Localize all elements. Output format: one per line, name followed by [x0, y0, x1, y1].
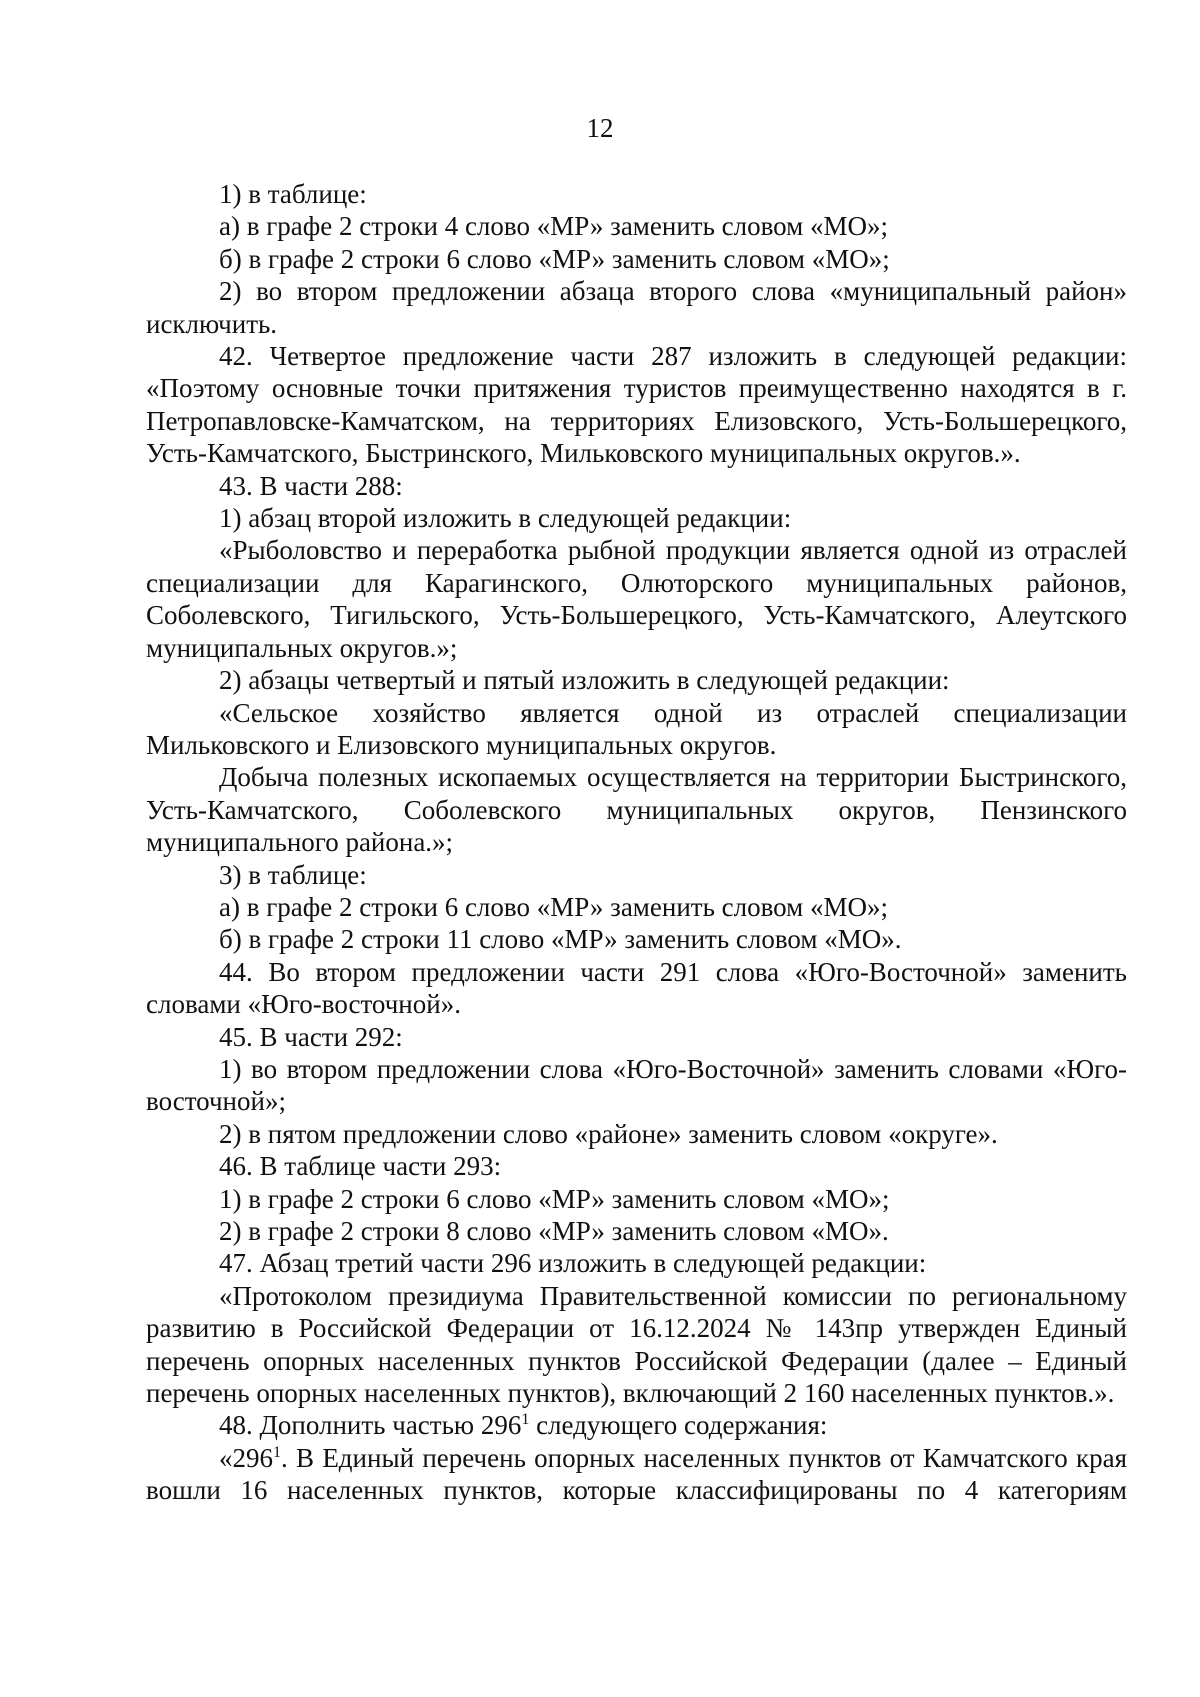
paragraph: а) в графе 2 строки 6 слово «МР» заменить словом «МО»;	[219, 891, 888, 922]
paragraph: «Рыболовство и переработка рыбной продукции является одной из отраслей специализации для Карагинского, Олюторского муниципальных районов, Соболевского, Тигильского, Усть-Большерецкого, Усть-Камчатского, Алеутского муниципальных округов.»;	[146, 535, 1127, 663]
paragraph-296-1-text-end: . В Единый перечень опорных населенных пунктов от Камчатского края вошли 16 населенных пунктов, которые классифицированы по 4 категориям	[146, 1442, 1127, 1506]
paragraph: «Сельское хозяйство является одной из отраслей специализации Мильковского и Елизовского муниципальных округов.	[146, 697, 1127, 760]
paragraph-48	[146, 1409, 1127, 1441]
paragraph-296-1-text: «296	[219, 1442, 273, 1473]
superscript: 1	[273, 1443, 281, 1461]
paragraph: «Протоколом президиума Правительственной комиссии по региональному развитию в Российской Федерации от 16.12.2024 № 143пр утвержден Единый перечень опорных населенных пунктов Российской Федерации (далее – Единый перечень опорных населенных пунктов), включающий 2 160 населенных пунктов.».	[146, 1280, 1127, 1409]
paragraph-48-text-end: следующего содержания:	[529, 1410, 828, 1441]
paragraph: 3) в таблице:	[219, 859, 367, 890]
document-body	[146, 178, 1127, 1507]
paragraph: а) в графе 2 строки 4 слово «МР» заменить словом «МО»;	[219, 211, 888, 242]
superscript: 1	[521, 1411, 530, 1429]
paragraph: б) в графе 2 строки 6 слово «МР» заменить словом «МО»;	[219, 243, 890, 274]
paragraph: 2) во втором предложении абзаца второго слова «муниципальный район» исключить.	[146, 276, 1127, 339]
paragraph: 1) во втором предложении слова «Юго-Восточной» заменить словами «Юго-восточной»;	[146, 1053, 1127, 1117]
paragraph: 45. В части 292:	[219, 1021, 403, 1052]
paragraph: 47. Абзац третий части 296 изложить в следующей редакции:	[219, 1248, 927, 1279]
page-number: 12	[586, 113, 614, 143]
paragraph-48-text: 48. Дополнить частью 296	[219, 1410, 522, 1441]
paragraph: 42. Четвертое предложение части 287 изложить в следующей редакции: «Поэтому основные точки притяжения туристов преимущественно находятся в г. Петропавловске-Камчатском, на территориях Елизовского, Усть-Большерецкого, Усть-Камчатского, Быстринского, Мильковского муниципальных округов.».	[146, 341, 1127, 469]
paragraph: 2) абзацы четвертый и пятый изложить в следующей редакции:	[219, 665, 950, 696]
paragraph: 1) в графе 2 строки 6 слово «МР» заменить словом «МО»;	[219, 1183, 890, 1214]
paragraph: 43. В части 288:	[219, 470, 403, 501]
paragraph: 44. Во втором предложении части 291 слова «Юго-Восточной» заменить словами «Юго-восточной».	[146, 956, 1127, 1020]
paragraph: Добыча полезных ископаемых осуществляется на территории Быстринского, Усть-Камчатского, Соболевского муниципальных округов, Пензинского муниципального района.»;	[146, 762, 1127, 858]
paragraph: 2) в графе 2 строки 8 слово «МР» заменить словом «МО».	[219, 1216, 889, 1246]
paragraph: 1) в таблице:	[219, 179, 367, 209]
paragraph-296-1	[146, 1442, 1127, 1507]
paragraph: 46. В таблице части 293:	[219, 1151, 502, 1182]
paragraph: 2) в пятом предложении слово «районе» заменить словом «округе».	[219, 1118, 998, 1149]
paragraph: б) в графе 2 строки 11 слово «МР» заменить словом «МО».	[219, 924, 902, 955]
paragraph: 1) абзац второй изложить в следующей редакции:	[219, 503, 792, 534]
